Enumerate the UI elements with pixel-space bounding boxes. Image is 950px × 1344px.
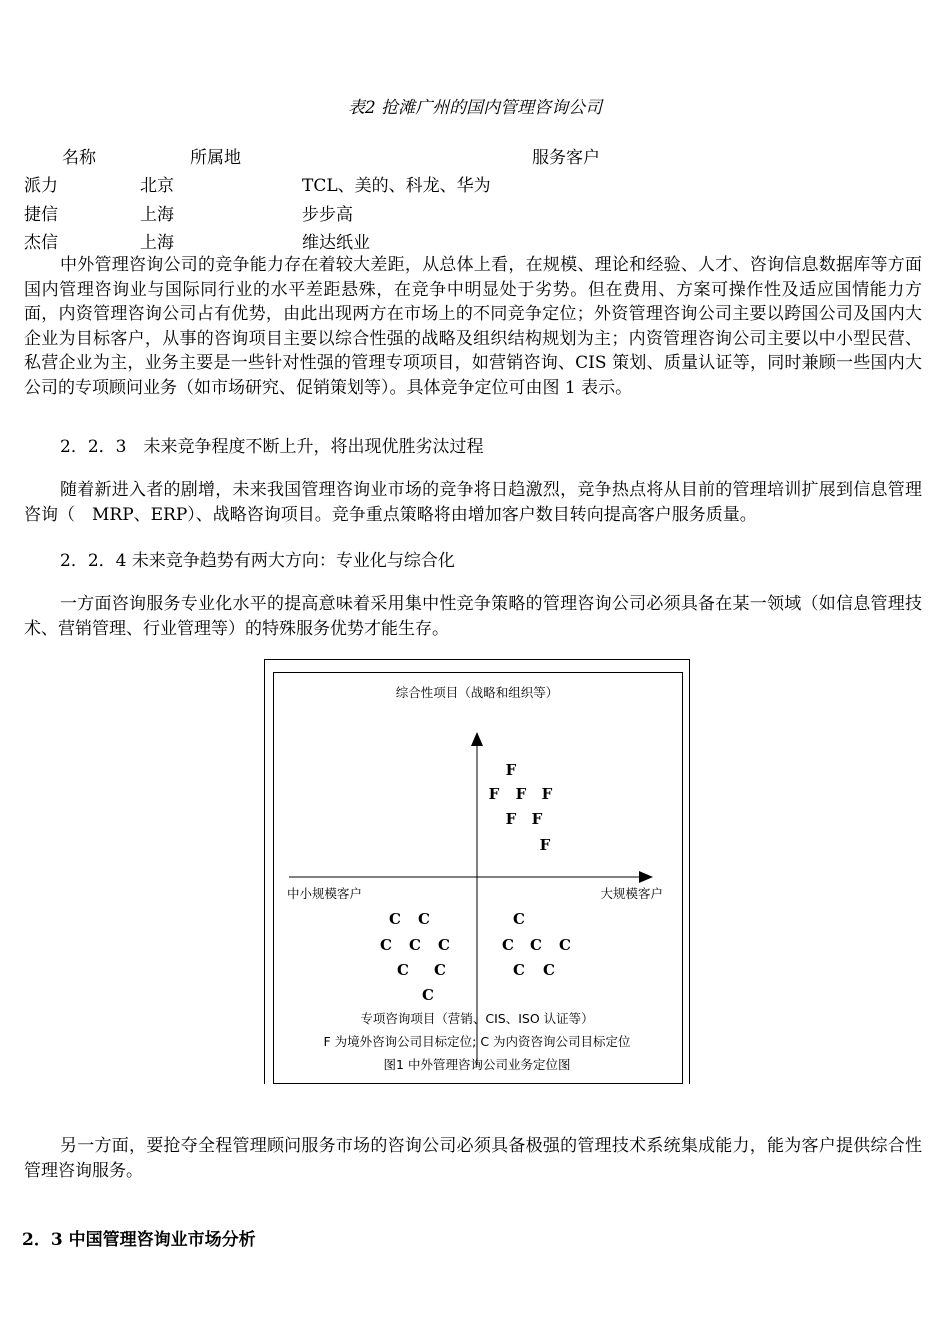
row-name: 派力 bbox=[24, 176, 58, 196]
paragraph-integration: 另一方面，要抢夺全程管理顾问服务市场的咨询公司必须具备极强的管理技术系统集成能力，能为客户提供综合性管理咨询服务。 bbox=[24, 1136, 922, 1181]
domestic-mark: C bbox=[559, 936, 571, 954]
domestic-mark: C bbox=[513, 961, 525, 979]
table-header-clients: 服务客户 bbox=[532, 148, 600, 168]
domestic-mark: C bbox=[397, 961, 409, 979]
domestic-mark: C bbox=[422, 986, 434, 1004]
paragraph-specialization: 一方面咨询服务专业化水平的提高意味着采用集中性竞争策略的管理咨询公司必须具备在某一领域（如信息管理技术、营销管理、行业管理等）的特殊服务优势才能生存。 bbox=[24, 594, 922, 639]
row-location: 上海 bbox=[140, 205, 174, 225]
domestic-mark: C bbox=[502, 936, 514, 954]
foreign-mark: F bbox=[539, 836, 551, 854]
top-axis-label: 综合性项目（战略和组织等） bbox=[395, 685, 559, 700]
table-header-location: 所属地 bbox=[190, 148, 241, 168]
section-heading-2-2-3: 2．2．3 未来竞争程度不断上升，将出现优胜劣汰过程 bbox=[60, 437, 484, 457]
vertical-arrow-icon bbox=[471, 732, 483, 746]
table-header-name: 名称 bbox=[62, 148, 96, 168]
foreign-mark: F bbox=[505, 761, 517, 779]
domestic-mark: C bbox=[434, 961, 446, 979]
table-caption: 表2 抢滩广州的国内管理咨询公司 bbox=[347, 98, 603, 118]
foreign-mark: F bbox=[541, 785, 553, 803]
row-name: 捷信 bbox=[24, 205, 58, 225]
horizontal-arrow-icon bbox=[639, 871, 653, 883]
figure-svg bbox=[265, 660, 689, 1084]
paragraph-competition: 中外管理咨询公司的竞争能力存在着较大差距，从总体上看，在规模、理论和经验、人才、咨询信息数据库等方面国内管理咨询业与国际同行业的水平差距悬殊，在竞争中明显处于劣势。但在费用、方案可操作性及适应国情能力方面，内资管理咨询公司占有优势，由此出现两方在市场上的不同竞争定位；外资管理咨询公司主要以跨国公司及国内大企业为目标客户，从事的咨询项目主要以综合性强的战略及组织结构规划为主；内资管理咨询公司主要以中小型民营、私营企业为主，业务主要是一些针对性强的管理专项项目，如营销咨询、CIS 策划、质量认证等，同时兼顾一些国内大公司的专项顾问业务（如市场研究、促销策划等）。具体竞争定位可由图 1 表示。 bbox=[24, 255, 922, 398]
row-clients: 维达纸业 bbox=[302, 233, 370, 253]
domestic-mark: C bbox=[380, 936, 392, 954]
domestic-mark: C bbox=[418, 910, 430, 928]
section-heading-2-2-4: 2．2．4 未来竞争趋势有两大方向：专业化与综合化 bbox=[60, 551, 455, 571]
domestic-mark: C bbox=[543, 961, 555, 979]
left-axis-label: 中小规模客户 bbox=[287, 886, 363, 901]
domestic-mark: C bbox=[389, 910, 401, 928]
domestic-mark: C bbox=[530, 936, 542, 954]
figure-legend: F 为境外咨询公司目标定位; C 为内资咨询公司目标定位 bbox=[323, 1034, 631, 1049]
figure-title: 图1 中外管理咨询公司业务定位图 bbox=[383, 1057, 571, 1072]
row-location: 上海 bbox=[140, 233, 174, 253]
foreign-mark: F bbox=[531, 810, 543, 828]
paragraph-future-competition: 随着新进入者的剧增，未来我国管理咨询业市场的竞争将日趋激烈，竞争热点将从目前的管理培训扩展到信息管理咨询（ MRP、ERP）、战略咨询项目。竞争重点策略将由增加客户数目转向提高客户服务质量。 bbox=[24, 480, 922, 525]
foreign-mark: F bbox=[515, 785, 527, 803]
domestic-mark: C bbox=[438, 936, 450, 954]
right-axis-label: 大规模客户 bbox=[600, 886, 663, 901]
row-location: 北京 bbox=[140, 176, 174, 196]
foreign-mark: F bbox=[505, 810, 517, 828]
foreign-mark: F bbox=[488, 785, 500, 803]
domestic-mark: C bbox=[409, 936, 421, 954]
figure-positioning-chart bbox=[264, 659, 690, 1084]
bottom-axis-label: 专项咨询项目（营销、CIS、ISO 认证等） bbox=[360, 1011, 594, 1026]
row-clients: TCL、美的、科龙、华为 bbox=[302, 176, 491, 196]
row-clients: 步步高 bbox=[302, 205, 353, 225]
row-name: 杰信 bbox=[24, 233, 58, 253]
section-heading-2-3: 2．3 中国管理咨询业市场分析 bbox=[22, 1230, 256, 1250]
domestic-mark: C bbox=[513, 910, 525, 928]
